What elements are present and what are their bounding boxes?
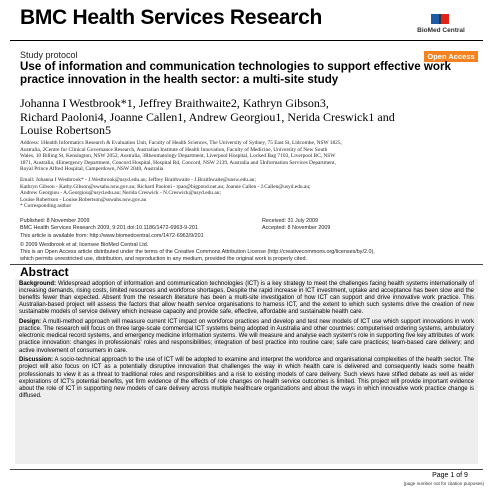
email-line: Andrew Georgiou - A.Georgiou@usyd.edu.au; Nerida Creswick - N.Creswick@usyd.edu.au; (20, 190, 221, 197)
biomed-central-logo-icon (430, 12, 452, 26)
license-line: This is an Open Access article distributed under the terms of the Creative Commons Attribution License (http://creativecommons.org/licenses/by/2.0), (20, 249, 375, 255)
article-title: Use of information and communication technologies to support effective work practice innovation in the health sector: a multi-site study (20, 60, 451, 86)
abstract-section-label: Background: (19, 281, 57, 287)
address-line: Wales, 10 Billing St, Kensington, NSW 2052, Australia, 3Rheumatology Department, Liverpool Hospital, Locked Bag 7103, Liverpool BC, NSW (20, 153, 336, 160)
address-line: 1871, Australia, 4Emergency Department, Concord Hospital, Hospital Rd, Concord, NSW 2139, Australia and 5Information Services Department, (20, 159, 336, 166)
abstract-background (15, 279, 478, 316)
address-block (20, 140, 480, 173)
publisher-name: BioMed Central (417, 27, 465, 34)
email-block (20, 177, 480, 210)
author-line: Richard Paoloni4, Joanne Callen1, Andrew Georgiou1, Nerida Creswick1 and (20, 109, 395, 124)
author-line: Louise Robertson5 (20, 123, 111, 137)
abstract-heading: Abstract (20, 265, 69, 279)
journal-name: BMC Health Services Research (20, 6, 323, 29)
license-text (20, 249, 480, 262)
accepted-date: Accepted: 8 November 2009 (262, 225, 331, 231)
page-number-note: (page number not for citation purposes) (403, 481, 484, 486)
address-line: Australia, 2Centre for Clinical Governance Research, Australian Institute of Health Innovation, Faculty of Medicine, University of New South (20, 146, 328, 153)
biomed-central-logo (406, 12, 476, 38)
email-line: Kathryn Gibson - Kathy.Gibson@swsahs.nsw.gov.au; Richard Paoloni - rpao@bigpond.net.au; Joanne Callen - J.Callen@usyd.edu.au; (20, 183, 311, 190)
abstract-section-text: Widespread adoption of information and communication technologies (ICT) is a key strategy to meet the challenges facing health systems internationally of increasing demands, rising costs, limited resources and workforce shortages. Despite the rapid increase in ICT investment, uptake and acceptance has been slow and the benefits fewer than expected. Absent from the research literature has been a multi-site investigation of how ICT can support and drive innovative work practice. This Australian-based project will assess the factors that allow health service organisations to harness ICT, and the extent to which such systems drive the creation of new sustainable models of service delivery which increase capacity and provide safe, effective, affordable and sustainable health care. (19, 281, 474, 316)
abstract-section-label: Design: (19, 319, 42, 326)
license-line: which permits unrestricted use, distribution, and reproduction in any medium, provided the original work is properly cited. (20, 255, 308, 262)
abstract-section-text: A multi-method approach will measure current ICT impact on workforce practices and develop and test new models of ICT use which support innovations in work practice. The research will focus on three large-scale commercial ICT systems being adopted in Australia and other countries: computerised ordering systems, ambulatory electronic medical record systems, and emergency medicine information systems. We will measure and analyse each system's role in supporting five key attributes of work practice innovation: changes in professionals' roles and responsibilities; integration of best practice into routine care; safe care practices; team-based care delivery; and active involvement of consumers in care. (19, 319, 474, 354)
abstract-discussion (15, 357, 478, 400)
author-line: Johanna I Westbrook*1, Jeffrey Braithwaite2, Kathryn Gibson3, (20, 96, 329, 110)
copyright-line: © 2009 Westbrook et al; licensee BioMed Central Ltd. (20, 242, 149, 248)
address-line: Address: 1Health Informatics Research & Evaluation Unit, Faculty of Health Sciences, The University of Sydney, 75 East St, Lidcombe, NSW 1825, (20, 140, 342, 146)
article-url[interactable]: This article is available from: http://www.biomedcentral.com/1472-6963/9/201 (20, 233, 204, 239)
abstract-section-text: A socio-technical approach to the use of ICT will be adopted to examine and interpret the workforce and organisational complexities of the health sector. The project will also focus on ICT as a potentially disruptive innovation that challenges the way in which health care is delivered and consequently leads some health professionals to view it as a threat to traditional roles and responsibilities and a risk to existing models of care delivery. Such views have stifled debate as well as wider explorations of ICT's potential benefits, yet firm evidence of the effects of role changes on health service outcomes is limited. This project will provide important evidence about the role of ICT in supporting new models of care delivery across multiple healthcare organizations and about the ways in which innovative work practice change is diffused. (19, 357, 474, 399)
open-access-badge: Open Access (424, 51, 478, 62)
author-list (20, 97, 480, 138)
published-date: Published: 8 November 2009 (20, 218, 90, 224)
citation-line: BMC Health Services Research 2009, 9:201 doi:10.1186/1472-6963-9-201 (20, 225, 198, 231)
article-type: Study protocol (20, 50, 78, 60)
abstract-box (15, 279, 478, 464)
received-date: Received: 31 July 2009 (262, 218, 319, 224)
abstract-section-label: Discussion: (19, 357, 54, 364)
email-line: Louise Robertson - Louise.Robertson@sswahs.nsw.gov.au (20, 196, 147, 203)
address-line: Royal Prince Alfred Hospital, Camperdown, NSW 2040, Australia (20, 166, 164, 173)
footer-rule (10, 469, 483, 470)
header-rule (10, 40, 483, 41)
email-line: Email: Johanna I Westbrook* - J.Westbrook@usyd.edu.au; Jeffrey Braithwaite - J.Braithwaite@unsw.edu.au; (20, 177, 256, 183)
corresponding-author-note: * Corresponding author (20, 203, 72, 210)
page-number: Page 1 of 9 (432, 472, 468, 479)
abstract-design (15, 319, 478, 354)
section-rule (10, 264, 483, 265)
